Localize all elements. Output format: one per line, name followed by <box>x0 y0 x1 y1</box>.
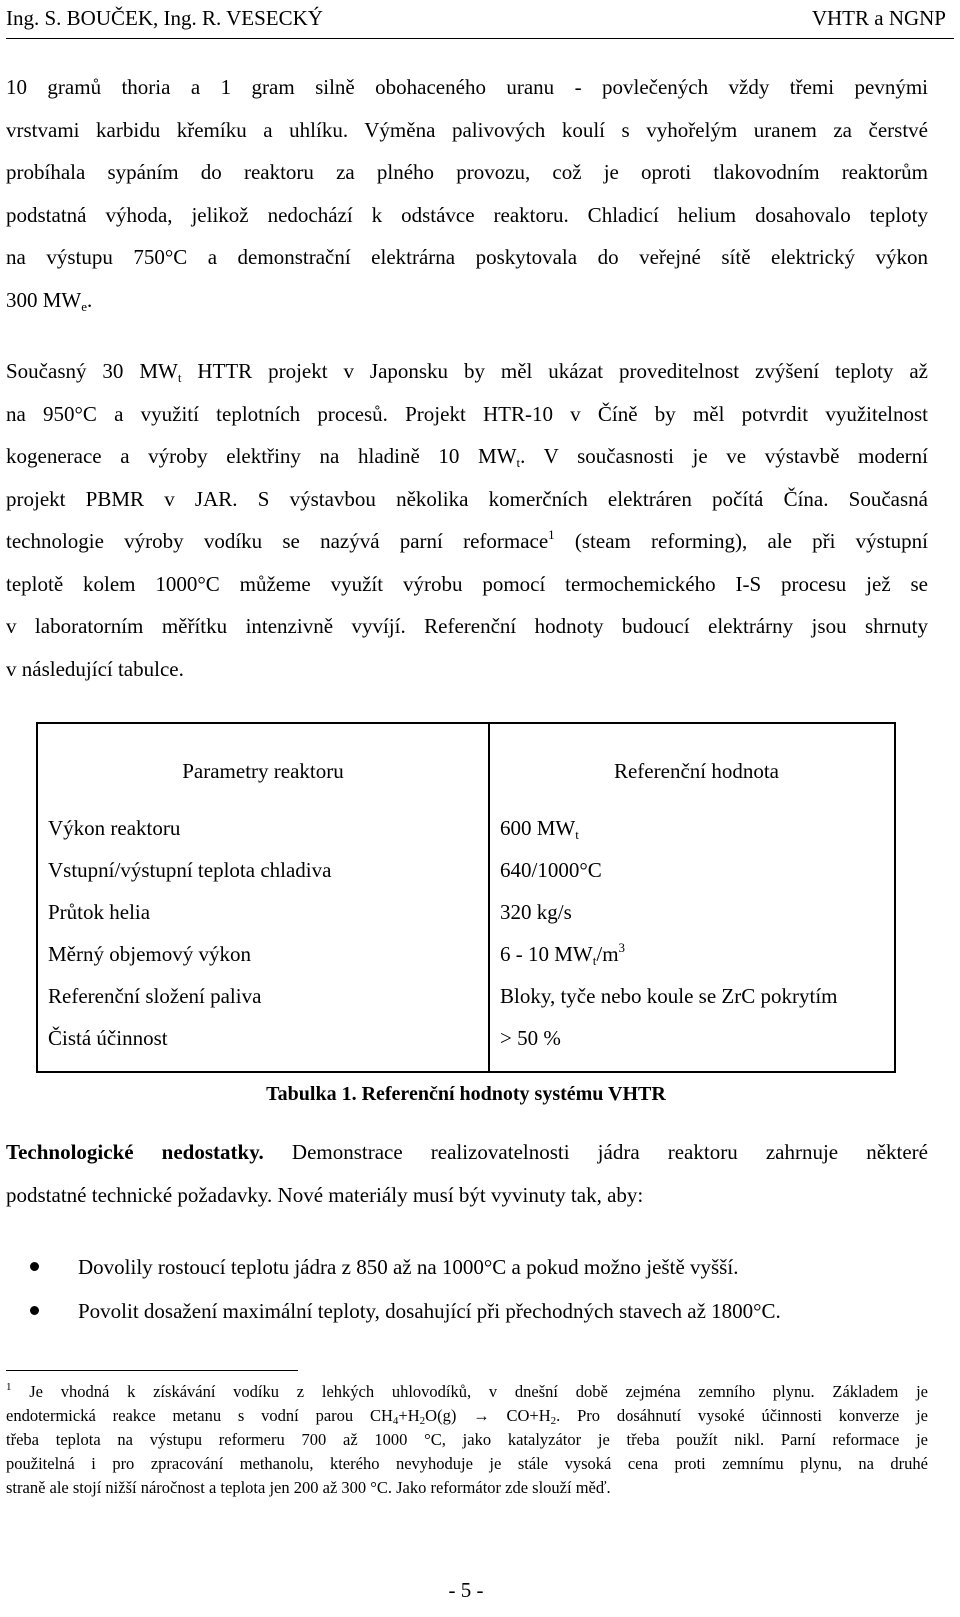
requirements-list <box>6 1245 928 1333</box>
bullet-icon <box>30 1306 39 1315</box>
text-line: třeba teplota na výstupu reformeru 700 až 1000 °C, jako katalyzátor je třeba použít nikl. Parní reformace je <box>6 1430 928 1449</box>
footnote <box>6 1380 928 1500</box>
text-line: Současný 30 $MW_t$ HTTR projekt v Japonsku by měl ukázat proveditelnost zvýšení teploty až <box>6 359 928 385</box>
table-row <box>37 891 895 933</box>
table-row <box>37 1017 895 1072</box>
table-cell-value: 6 - 10 $MW_t/m^3$ <box>500 939 626 968</box>
table-cell-value: > 50 % <box>500 1025 561 1050</box>
text-line: na výstupu 750°C a demonstrační elektrárna poskytovala do veřejné sítě elektrický výkon <box>6 245 928 269</box>
text-line: Technologické nedostatky. Demonstrace realizovatelnosti jádra reaktoru zahrnuje některé <box>6 1140 928 1164</box>
text-line: kogenerace a výroby elektřiny na hladině 10 $MW_t$. V současnosti je ve výstavbě moderní <box>6 444 928 470</box>
paragraph-2 <box>6 350 928 690</box>
text-line: projekt PBMR v JAR. S výstavbou několika komerčních elektráren počítá Čína. Současná <box>6 486 928 511</box>
page-header <box>6 4 954 39</box>
table-cell-parameter: Vstupní/výstupní teplota chladiva <box>37 849 489 891</box>
text-line: $^1$ Je vhodná k získávání vodíku z lehkých uhlovodíků, v dnešní době zejména zemního plynu. Základem je <box>6 1381 928 1401</box>
column-header-value: Referenční hodnota <box>613 758 780 783</box>
table-row <box>37 807 895 849</box>
paragraph-3 <box>6 1131 928 1216</box>
table-row <box>37 849 895 891</box>
table-cell-parameter: Průtok helia <box>37 891 489 933</box>
text-line: v laboratorním měřítku intenzivně vyvíjí. Referenční hodnoty budoucí elektrárny jsou shrnuty <box>6 614 928 638</box>
text-line: endotermická reakce metanu s vodní parou $CH_4+H_2O(g) \to CO+H_2$. Pro dosáhnutí vysoké účinnosti konverze je <box>6 1406 928 1427</box>
table-cell-value: 640/1000°C <box>500 857 602 882</box>
text-line: 300 $MW_e$. <box>6 287 93 314</box>
text-line: teplotě kolem 1000°C můžeme využít výrobu pomocí termochemického I-S procesu jež se <box>6 571 928 596</box>
text-line: vrstvami karbidu křemíku a uhlíku. Výměna palivových koulí s vyhořelým uranem za čerstvé <box>6 117 928 142</box>
bullet-icon <box>30 1262 39 1271</box>
table-cell-parameter: Výkon reaktoru <box>37 807 489 849</box>
header-title: VHTR a NGNP <box>811 6 946 30</box>
page-number: - 5 - <box>448 1578 484 1602</box>
text-line: 10 gramů thoria a 1 gram silně obohaceného uranu - povlečených vždy třemi pevnými <box>6 75 928 99</box>
footnote-mark: 1 <box>6 1381 12 1393</box>
column-header-parameter: Parametry reaktoru <box>37 723 489 807</box>
section-lead: Technologické nedostatky. <box>6 1140 264 1164</box>
text-line: na 950°C a využití teplotních procesů. Projekt HTR-10 v Číně by měl potvrdit využitelnost <box>6 401 928 426</box>
table-cell-value: 600 $MW_t$ <box>500 815 579 842</box>
table-row <box>37 933 895 975</box>
table-cell-parameter: Referenční složení paliva <box>37 975 489 1017</box>
table-cell-parameter: Měrný objemový výkon <box>37 933 489 975</box>
text-line: podstatná výhoda, jelikož nedochází k odstávce reaktoru. Chladicí helium dosahovalo teploty <box>6 202 928 227</box>
table-row <box>37 975 895 1017</box>
table-cell-value: 320 kg/s <box>500 899 572 924</box>
table-caption: Tabulka 1. Referenční hodnoty systému VHTR <box>266 1083 666 1105</box>
reference-values-table <box>36 722 896 1073</box>
text-line: podstatné technické požadavky. Nové materiály musí být vyvinuty tak, aby: <box>6 1182 644 1207</box>
text-line: straně ale stojí nižší náročnost a teplota jen 200 až 300 °C. Jako reformátor zde slouží měď. <box>6 1478 611 1497</box>
header-authors: Ing. S. BOUČEK, Ing. R. VESECKÝ <box>6 6 323 30</box>
text-line: probíhala sypáním do reaktoru za plného provozu, což je oproti tlakovodním reaktorům <box>6 160 928 184</box>
list-item: Povolit dosažení maximální teploty, dosahující při přechodných stavech až 1800°C. <box>6 1289 928 1333</box>
list-item: Dovolily rostoucí teplotu jádra z 850 až na 1000°C a pokud možno ještě vyšší. <box>6 1245 928 1289</box>
table-header-row <box>37 723 895 807</box>
text-line: v následující tabulce. <box>6 656 184 681</box>
text-line: použitelná i pro zpracování methanolu, kterého nevyhoduje je stále vysoká cena proti zemnímu plynu, na druhé <box>6 1454 928 1473</box>
footnote-reference: 1 <box>548 527 555 542</box>
footnote-separator <box>6 1370 298 1371</box>
text-line: technologie výroby vodíku se nazývá parní reformace$^1$ (steam reforming), ale při výstupní <box>6 527 928 553</box>
table-cell-value: Bloky, tyče nebo koule se ZrC pokrytím <box>500 983 838 1008</box>
paragraph-1 <box>6 66 928 321</box>
table-cell-parameter: Čistá účinnost <box>37 1017 489 1072</box>
